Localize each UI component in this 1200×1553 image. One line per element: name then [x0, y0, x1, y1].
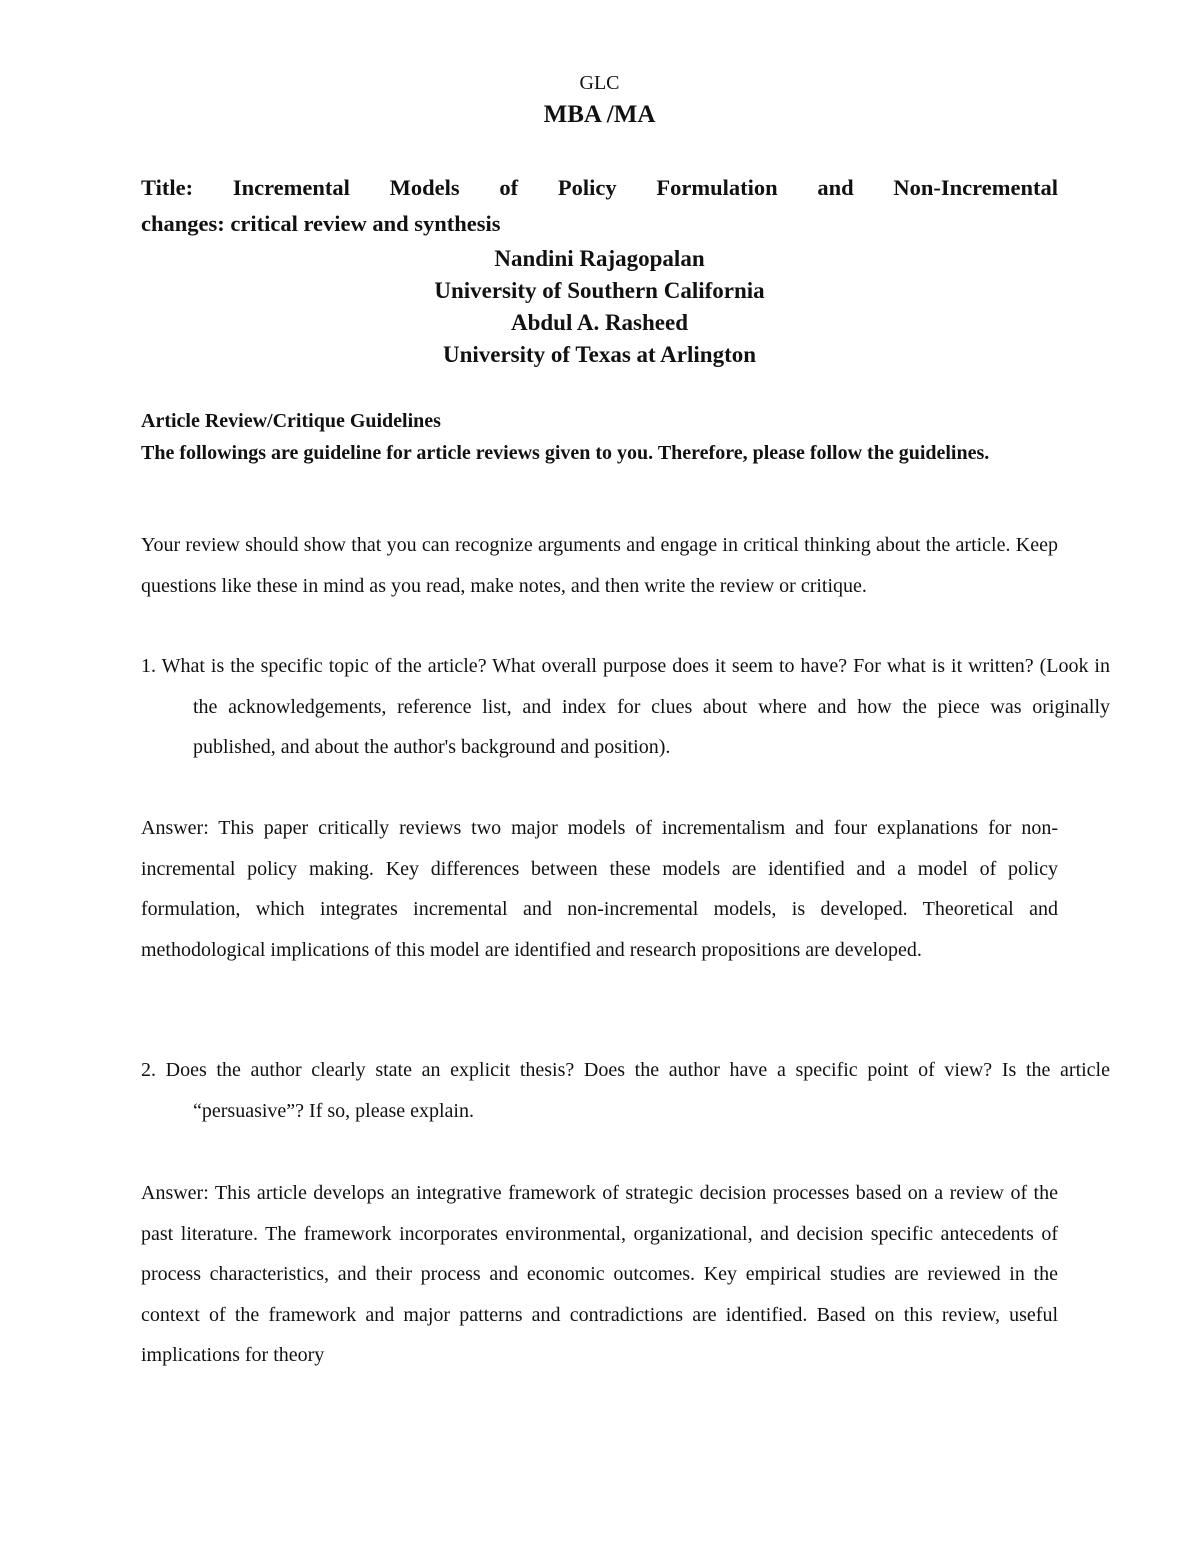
- title-word: Models: [389, 175, 460, 200]
- answer-2: Answer: This article develops an integrative framework of strategic decision processes based on a review of the past literature. The framework incorporates environmental, organizational, and decision specific antecedents of process characteristics, and their process and economic outcomes. Key empirical studies are reviewed in the context of the framework and major patterns and contradictions are identified. Based on this review, useful implications for theory: [141, 1182, 1058, 1366]
- author-affiliation: University of Southern California: [434, 278, 765, 303]
- guidelines-intro: The followings are guideline for article reviews given to you. Therefore, please follow the guidelines.: [141, 442, 990, 464]
- author-name: Abdul A. Rasheed: [510, 310, 689, 335]
- title-word: Incremental: [232, 175, 350, 200]
- title-word: of: [499, 175, 519, 200]
- guidelines-heading: Article Review/Critique Guidelines: [141, 410, 441, 432]
- question-1: 1. What is the specific topic of the article? What overall purpose does it seem to have? For what is it written? (Look in the acknowledgements, reference list, and index for clues about where and how the piece was originally published, and about the author's background and position).: [141, 655, 1110, 758]
- author-block: [141, 243, 1058, 371]
- title-line-2: changes: critical review and synthesis: [141, 211, 501, 236]
- answer-1: Answer: This paper critically reviews two major models of incrementalism and four explanations for non-incremental policy making. Key differences between these models are identified and a model of policy formulation, which integrates incremental and non-incremental models, is developed. Theoretical and methodological implications of this model are identified and research propositions are developed.: [141, 817, 1058, 961]
- degree-heading: MBA /MA: [543, 101, 656, 128]
- intro-paragraph: Your review should show that you can recognize arguments and engage in critical thinking about the article. Keep questions like these in mind as you read, make notes, and then write the review or critique.: [141, 534, 1058, 597]
- question-2: 2. Does the author clearly state an explicit thesis? Does the author have a specific point of view? Is the article “persuasive”? If so, please explain.: [141, 1059, 1110, 1122]
- article-title: [141, 170, 1058, 242]
- org-name: GLC: [579, 72, 620, 94]
- title-word: Title:: [141, 175, 194, 200]
- author-affiliation: University of Texas at Arlington: [442, 342, 757, 367]
- title-line-1: [141, 170, 1058, 206]
- title-word: and: [817, 175, 854, 200]
- title-word: Formulation: [656, 175, 778, 200]
- title-word: Non-Incremental: [893, 175, 1058, 200]
- author-name: Nandini Rajagopalan: [494, 246, 705, 271]
- title-word: Policy: [557, 175, 617, 200]
